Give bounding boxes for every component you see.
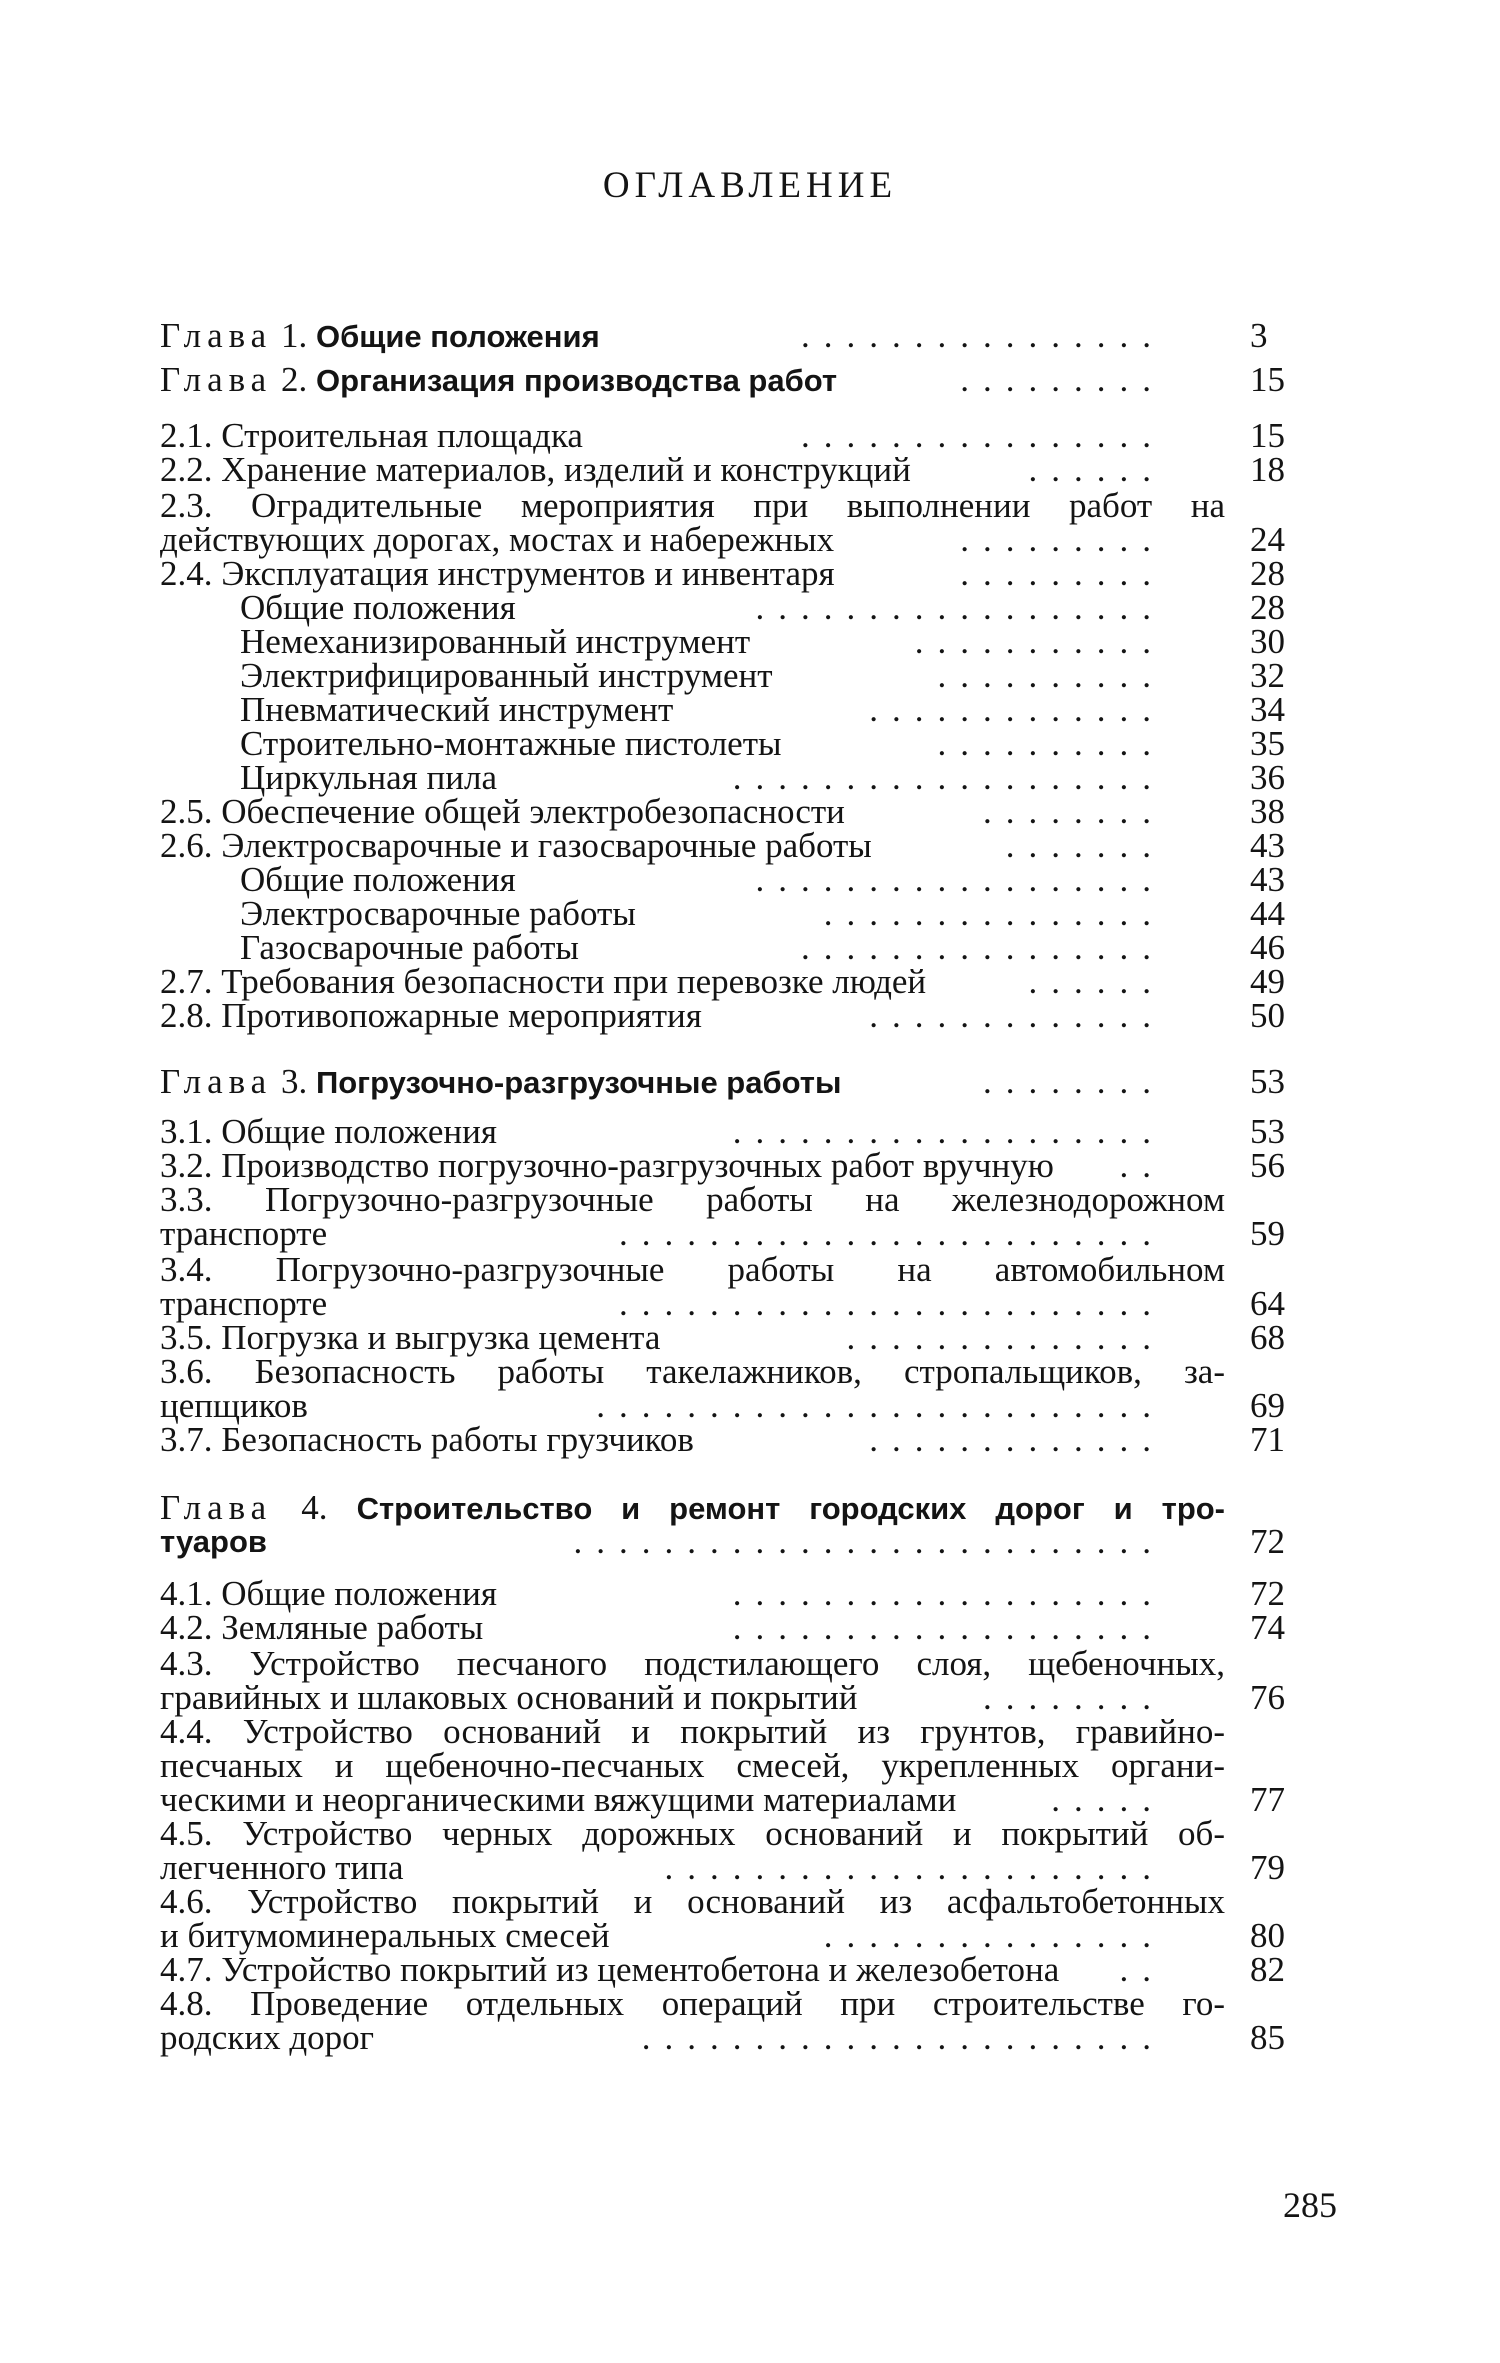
chapter-number: 1.: [280, 316, 308, 355]
dot-leader: ........: [983, 794, 1165, 829]
entry-text: [240, 658, 773, 693]
entry-text: [160, 1816, 1225, 1851]
section-title: Оградительные мероприятия при выполнении работ на: [251, 486, 1226, 525]
entry-text: [160, 362, 837, 398]
entry-text: [160, 1354, 1225, 1389]
page-ref: 32: [1250, 656, 1285, 695]
section-title: Устройство черных дорожных оснований и покрытий об-: [242, 1814, 1226, 1853]
entry-text-continued: транспорте: [160, 1214, 328, 1253]
section-number: 2.4.: [160, 554, 213, 593]
toc-section: [160, 1610, 1320, 1645]
dot-leader: ..................: [755, 590, 1165, 625]
dot-leader: .........................: [596, 1388, 1165, 1423]
dot-leader: ..: [1119, 1952, 1165, 1987]
entry-text-continued: гравийных и шлаковых оснований и покрытий: [160, 1678, 858, 1717]
toc-section: [160, 1986, 1320, 2021]
entry-text: [160, 1610, 483, 1645]
section-title: Устройство песчаного подстилающего слоя, щебеночных,: [249, 1644, 1225, 1683]
chapter-title: Погрузочно-разгрузочные работы: [315, 1065, 842, 1100]
dot-leader: ........................: [619, 1216, 1165, 1251]
chapter-label: Глава: [160, 360, 273, 399]
toc-section: [160, 1114, 1320, 1149]
toc-chapter: [160, 362, 1320, 397]
entry-text: [240, 624, 750, 659]
page-ref: 82: [1250, 1950, 1285, 1989]
dot-leader: .........: [960, 362, 1165, 397]
toc-subsection: [160, 760, 1320, 795]
entry-text-continued: песчаных и щебеночно-песчаных смесей, укрепленных органи-: [160, 1746, 1225, 1785]
dot-leader: ...................: [732, 1610, 1165, 1645]
page-ref: 53: [1250, 1062, 1285, 1101]
section-title: Погрузочно-разгрузочные работы на железнодорожном: [264, 1180, 1225, 1219]
section-number: 2.1.: [160, 416, 213, 455]
dot-leader: ...........: [914, 624, 1165, 659]
dot-leader: ...................: [732, 1576, 1165, 1611]
entry-text: [160, 1148, 1054, 1183]
toc-section: [160, 1816, 1320, 1851]
dot-leader: ..........................: [573, 1524, 1165, 1559]
dot-leader: ........: [983, 1064, 1165, 1099]
toc-section: [160, 1320, 1320, 1355]
section-number: 3.2.: [160, 1146, 213, 1185]
section-number: 3.6.: [160, 1352, 213, 1391]
toc-continuation: [160, 522, 1320, 557]
dot-leader: ..................: [755, 862, 1165, 897]
dot-leader: ...............: [823, 1918, 1165, 1953]
section-title: Пневматический инструмент: [240, 690, 674, 729]
chapter-title: Строительство и ремонт городских дорог и тро-: [356, 1491, 1226, 1526]
dot-leader: ........................: [619, 1286, 1165, 1321]
entry-text-continued: действующих дорогах, мостах и набережных: [160, 520, 835, 559]
dot-leader: ..: [1119, 1148, 1165, 1183]
section-title: Погрузка и выгрузка цемента: [221, 1318, 661, 1357]
page-ref: 15: [1250, 360, 1285, 399]
toc-section: [160, 998, 1320, 1033]
section-number: 4.8.: [160, 1984, 213, 2023]
entry-text: [160, 1490, 1225, 1526]
toc-section: [160, 418, 1320, 453]
toc-section: [160, 1646, 1320, 1681]
section-title: Электросварочные и газосварочные работы: [221, 826, 872, 865]
toc-subsection: [160, 930, 1320, 965]
chapter-number: 4.: [301, 1488, 328, 1527]
chapter-title: Общие положения: [315, 319, 600, 354]
chapter-label: Глава: [160, 1062, 273, 1101]
section-number: 2.8.: [160, 996, 213, 1035]
section-title: Немеханизированный инструмент: [240, 622, 751, 661]
dot-leader: .............: [869, 1422, 1165, 1457]
section-title: Общие положения: [240, 860, 516, 899]
entry-text: [160, 998, 702, 1033]
page-ref: 72: [1250, 1522, 1285, 1561]
section-number: 3.5.: [160, 1318, 213, 1357]
section-title: Строительно-монтажные пистолеты: [240, 724, 782, 763]
entry-text-continued: ческими и неорганическими вяжущими материалами: [160, 1780, 957, 1819]
section-title: Электросварочные работы: [240, 894, 636, 933]
toc-section: [160, 488, 1320, 523]
section-title: Требования безопасности при перевозке людей: [221, 962, 927, 1001]
toc-section: [160, 1576, 1320, 1611]
page-ref: 43: [1250, 826, 1285, 865]
entry-text: [240, 862, 516, 897]
dot-leader: ..............: [846, 1320, 1165, 1355]
page-ref: 30: [1250, 622, 1285, 661]
page-ref: 76: [1250, 1678, 1285, 1717]
section-title: Устройство оснований и покрытий из грунтов, гравийно-: [242, 1712, 1225, 1751]
entry-text: [160, 1422, 694, 1457]
toc-section: [160, 452, 1320, 487]
section-title: Противопожарные мероприятия: [221, 996, 702, 1035]
section-title: Производство погрузочно-разгрузочных работ вручную: [221, 1146, 1054, 1185]
entry-text: [160, 1986, 1225, 2021]
entry-text: [160, 1952, 1059, 1987]
entry-text: [160, 318, 600, 354]
entry-text: [160, 1252, 1225, 1287]
toc-continuation: [160, 1918, 1320, 1953]
page-ref: 28: [1250, 554, 1285, 593]
section-title: Земляные работы: [221, 1608, 484, 1647]
entry-text-continued: транспорте: [160, 1284, 328, 1323]
entry-text: [240, 726, 782, 761]
section-number: 4.5.: [160, 1814, 213, 1853]
toc-chapter: [160, 318, 1320, 353]
entry-text-continued: туаров: [160, 1524, 267, 1559]
toc-continuation: [160, 1680, 1320, 1715]
page-ref: 3: [1250, 316, 1268, 355]
entry-text: [160, 1646, 1225, 1681]
section-title: Строительная площадка: [221, 416, 583, 455]
toc-subsection: [160, 624, 1320, 659]
dot-leader: ..........: [937, 726, 1165, 761]
toc-continuation: [160, 2020, 1320, 2055]
entry-text: [160, 452, 911, 487]
section-title: Электрифицированный инструмент: [240, 656, 773, 695]
section-title: Устройство покрытий из цементобетона и железобетона: [221, 1950, 1060, 1989]
dot-leader: .........: [960, 556, 1165, 591]
dot-leader: ...................: [732, 760, 1165, 795]
page-number: 285: [1283, 2185, 1337, 2225]
chapter-number: 2.: [280, 360, 308, 399]
entry-text: [240, 896, 636, 931]
section-number: 4.1.: [160, 1574, 213, 1613]
toc-section: [160, 1182, 1320, 1217]
entry-text: [160, 828, 872, 863]
section-title: Безопасность работы такелажников, стропальщиков, за-: [254, 1352, 1225, 1391]
page-ref: 80: [1250, 1916, 1285, 1955]
toc-subsection: [160, 590, 1320, 625]
toc-continuation: [160, 1524, 1320, 1559]
section-number: 4.4.: [160, 1712, 213, 1751]
toc-subsection: [160, 896, 1320, 931]
dot-leader: .......................: [641, 2020, 1165, 2055]
dot-leader: .............: [869, 998, 1165, 1033]
dot-leader: ..........: [937, 658, 1165, 693]
toc-chapter: [160, 1064, 1320, 1099]
toc-section: [160, 556, 1320, 591]
page-ref: 74: [1250, 1608, 1285, 1647]
page-ref: 46: [1250, 928, 1285, 967]
toc-section: [160, 1884, 1320, 1919]
section-title: Общие положения: [221, 1112, 497, 1151]
toc-continuation: [160, 1850, 1320, 1885]
toc-section: [160, 1354, 1320, 1389]
dot-leader: ...................: [732, 1114, 1165, 1149]
toc-section: [160, 964, 1320, 999]
entry-text: [160, 794, 845, 829]
page-ref: 49: [1250, 962, 1285, 1001]
toc-continuation: [160, 1748, 1320, 1783]
entry-text-continued: родских дорог: [160, 2018, 374, 2057]
dot-leader: .....: [1051, 1782, 1165, 1817]
section-number: 2.2.: [160, 450, 213, 489]
section-number: 3.3.: [160, 1180, 213, 1219]
toc-subsection: [160, 726, 1320, 761]
page-ref: 64: [1250, 1284, 1285, 1323]
chapter-label: Глава: [160, 1488, 273, 1527]
toc-section: [160, 1148, 1320, 1183]
toc-section: [160, 794, 1320, 829]
page-ref: 24: [1250, 520, 1285, 559]
page-ref: 34: [1250, 690, 1285, 729]
dot-leader: ........: [983, 1680, 1165, 1715]
toc-subsection: [160, 692, 1320, 727]
dot-leader: ......: [1028, 964, 1165, 999]
toc-continuation: [160, 1216, 1320, 1251]
section-title: Обеспечение общей электробезопасности: [221, 792, 845, 831]
page-ref: 56: [1250, 1146, 1285, 1185]
section-title: Хранение материалов, изделий и конструкций: [221, 450, 911, 489]
entry-text: [240, 590, 516, 625]
section-number: 3.4.: [160, 1250, 213, 1289]
section-number: 4.2.: [160, 1608, 213, 1647]
page-ref: 18: [1250, 450, 1285, 489]
entry-text: [160, 1320, 660, 1355]
toc-section: [160, 1252, 1320, 1287]
dot-leader: ...............: [823, 896, 1165, 931]
toc-section: [160, 1714, 1320, 1749]
page-ref: 59: [1250, 1214, 1285, 1253]
section-title: Общие положения: [221, 1574, 497, 1613]
entry-text-continued: легченного типа: [160, 1848, 404, 1887]
toc-subsection: [160, 862, 1320, 897]
dot-leader: .......: [1005, 828, 1165, 863]
section-number: 2.5.: [160, 792, 213, 831]
dot-leader: ................: [801, 418, 1165, 453]
page-ref: 28: [1250, 588, 1285, 627]
section-title: Циркульная пила: [240, 758, 497, 797]
page-ref: 15: [1250, 416, 1285, 455]
page-ref: 43: [1250, 860, 1285, 899]
toc-continuation: [160, 1388, 1320, 1423]
entry-text: [160, 556, 835, 591]
page-ref: 69: [1250, 1386, 1285, 1425]
section-number: 2.3.: [160, 486, 213, 525]
toc-continuation: [160, 1286, 1320, 1321]
dot-leader: .........: [960, 522, 1165, 557]
entry-text: [160, 1114, 497, 1149]
page-ref: 36: [1250, 758, 1285, 797]
dot-leader: ......................: [664, 1850, 1165, 1885]
toc-chapter: [160, 1490, 1320, 1525]
section-number: 2.6.: [160, 826, 213, 865]
page-ref: 79: [1250, 1848, 1285, 1887]
entry-text: [160, 488, 1225, 523]
dot-leader: ................: [801, 930, 1165, 965]
entry-text: [160, 1182, 1225, 1217]
dot-leader: .............: [869, 692, 1165, 727]
entry-text: [160, 1576, 497, 1611]
section-number: 4.6.: [160, 1882, 213, 1921]
toc-continuation: [160, 1782, 1320, 1817]
section-number: 4.7.: [160, 1950, 213, 1989]
page-ref: 44: [1250, 894, 1285, 933]
entry-text: [160, 1064, 841, 1100]
section-title: Погрузочно-разгрузочные работы на автомобильном: [275, 1250, 1225, 1289]
toc-subsection: [160, 658, 1320, 693]
entry-text: [160, 1714, 1225, 1749]
page-ref: 38: [1250, 792, 1285, 831]
entry-text-continued: цепщиков: [160, 1386, 308, 1425]
toc-section: [160, 828, 1320, 863]
section-number: 3.1.: [160, 1112, 213, 1151]
entry-text: [160, 418, 583, 453]
section-title: Проведение отдельных операций при строительстве го-: [250, 1984, 1226, 2023]
page-ref: 35: [1250, 724, 1285, 763]
dot-leader: ......: [1028, 452, 1165, 487]
section-number: 3.7.: [160, 1420, 213, 1459]
page-ref: 68: [1250, 1318, 1285, 1357]
page-ref: 77: [1250, 1780, 1285, 1819]
page-ref: 72: [1250, 1574, 1285, 1613]
page-ref: 85: [1250, 2018, 1285, 2057]
entry-text-continued: и битумоминеральных смесей: [160, 1916, 610, 1955]
section-title: Общие положения: [240, 588, 516, 627]
entry-text: [240, 692, 673, 727]
section-title: Газосварочные работы: [240, 928, 579, 967]
chapter-title: Организация производства работ: [315, 363, 838, 398]
dot-leader: ................: [801, 318, 1165, 353]
page-ref: 71: [1250, 1420, 1285, 1459]
section-number: 2.7.: [160, 962, 213, 1001]
section-title: Эксплуатация инструментов и инвентаря: [221, 554, 835, 593]
page-ref: 53: [1250, 1112, 1285, 1151]
entry-text: [240, 760, 497, 795]
entry-text: [160, 964, 926, 999]
chapter-number: 3.: [280, 1062, 308, 1101]
entry-text: [240, 930, 579, 965]
chapter-label: Глава: [160, 316, 273, 355]
section-number: 4.3.: [160, 1644, 213, 1683]
entry-text: [160, 1884, 1225, 1919]
section-title: Устройство покрытий и оснований из асфальтобетонных: [247, 1882, 1226, 1921]
toc-section: [160, 1422, 1320, 1457]
page-ref: 50: [1250, 996, 1285, 1035]
toc-section: [160, 1952, 1320, 1987]
page-title: ОГЛАВЛЕНИЕ: [602, 165, 898, 206]
section-title: Безопасность работы грузчиков: [221, 1420, 694, 1459]
